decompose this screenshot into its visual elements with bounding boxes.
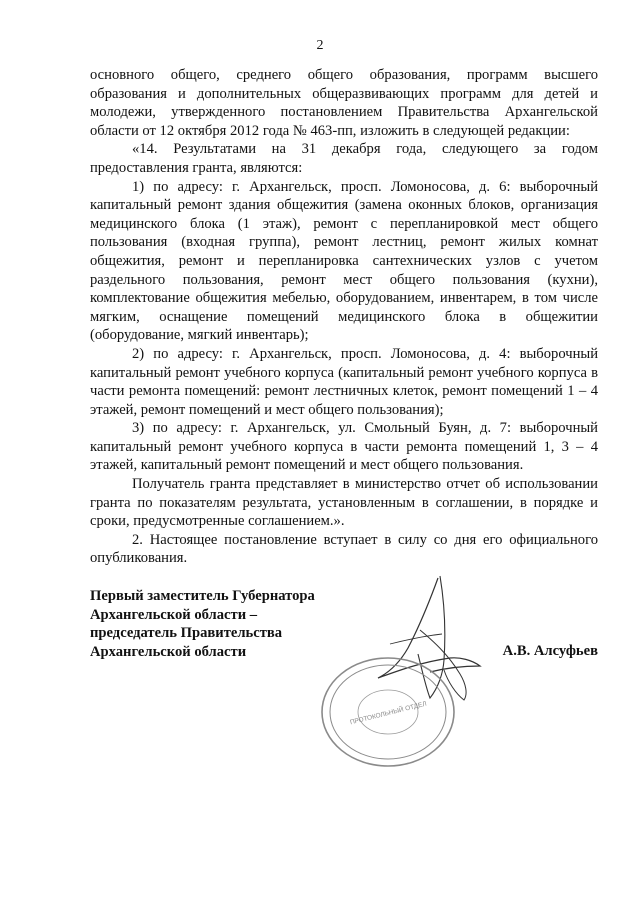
official-seal (318, 652, 458, 772)
page-number: 2 (316, 38, 324, 53)
seal-text: ПРОТОКОЛЬНЫЙ ОТДЕЛ (349, 700, 428, 727)
signature-block (90, 587, 598, 661)
paragraph-effective-date: 2. Настоящее постановление вступает в силу со дня его официального опубликования. (90, 531, 598, 567)
paragraph-intro: основного общего, среднего общего образования, программ высшего образования и дополнительных общеразвивающих программ для детей и молодежи, утвержденного постановлением Правительства Архангельской области от 12 октября 2012 года № 463-пп, изложить в следующей редакции: (90, 67, 598, 139)
paragraph-report: Получатель гранта представляет в министерство отчет об использовании гранта по показателям результата, установленным в соглашении, в порядке и сроки, предусмотренные соглашением.». (90, 476, 598, 530)
signatory-title-line: Первый заместитель Губернатора (90, 588, 315, 604)
signatory-title-line: председатель Правительства (90, 625, 283, 642)
paragraph-results-heading: «14. Результатами на 31 декабря года, следующего за годом предоставления гранта, являются: (90, 141, 598, 176)
document-body (90, 66, 598, 568)
paragraph-item-3: 3) по адресу: г. Архангельск, ул. Смольный Буян, д. 7: выборочный капитальный ремонт учебного корпуса в части ремонта помещений 1, 3 – 4 этажей, капитальный ремонт помещений и мест общего пользования. (90, 420, 598, 474)
paragraph-item-2: 2) по адресу: г. Архангельск, просп. Ломоносова, д. 4: выборочный капитальный ремонт учебного корпуса (капитальный ремонт учебного корпуса в части ремонта помещений: ремонт лестничных клеток, ремонт помещений 1 – 4 этажей, ремонт помещений и мест общего пользования); (90, 345, 598, 418)
paragraph-item-1: 1) по адресу: г. Архангельск, просп. Ломоносова, д. 6: выборочный капитальный ремонт здания общежития (замена оконных блоков, организация медицинского блока (1 этаж), ремонт с перепланировкой мест общего пользования (входная группа), ремонт лестниц, ремонт жилых комнат общежития, ремонт и перепланировка сантехнических узлов с учетом раздельного пользования, ремонт мест общего пользования (кухни), комплектование общежития мебелью, оборудованием, инвентарем, в том числе мягким, оснащение помещений медицинского блока в общежитии (оборудование, мягкий инвентарь); (90, 178, 598, 344)
signatory-title-line: Архангельской области (90, 643, 247, 660)
signatory-title-line: Архангельской области – (90, 606, 258, 623)
signatory-name: А.В. Алсуфьев (502, 643, 598, 659)
